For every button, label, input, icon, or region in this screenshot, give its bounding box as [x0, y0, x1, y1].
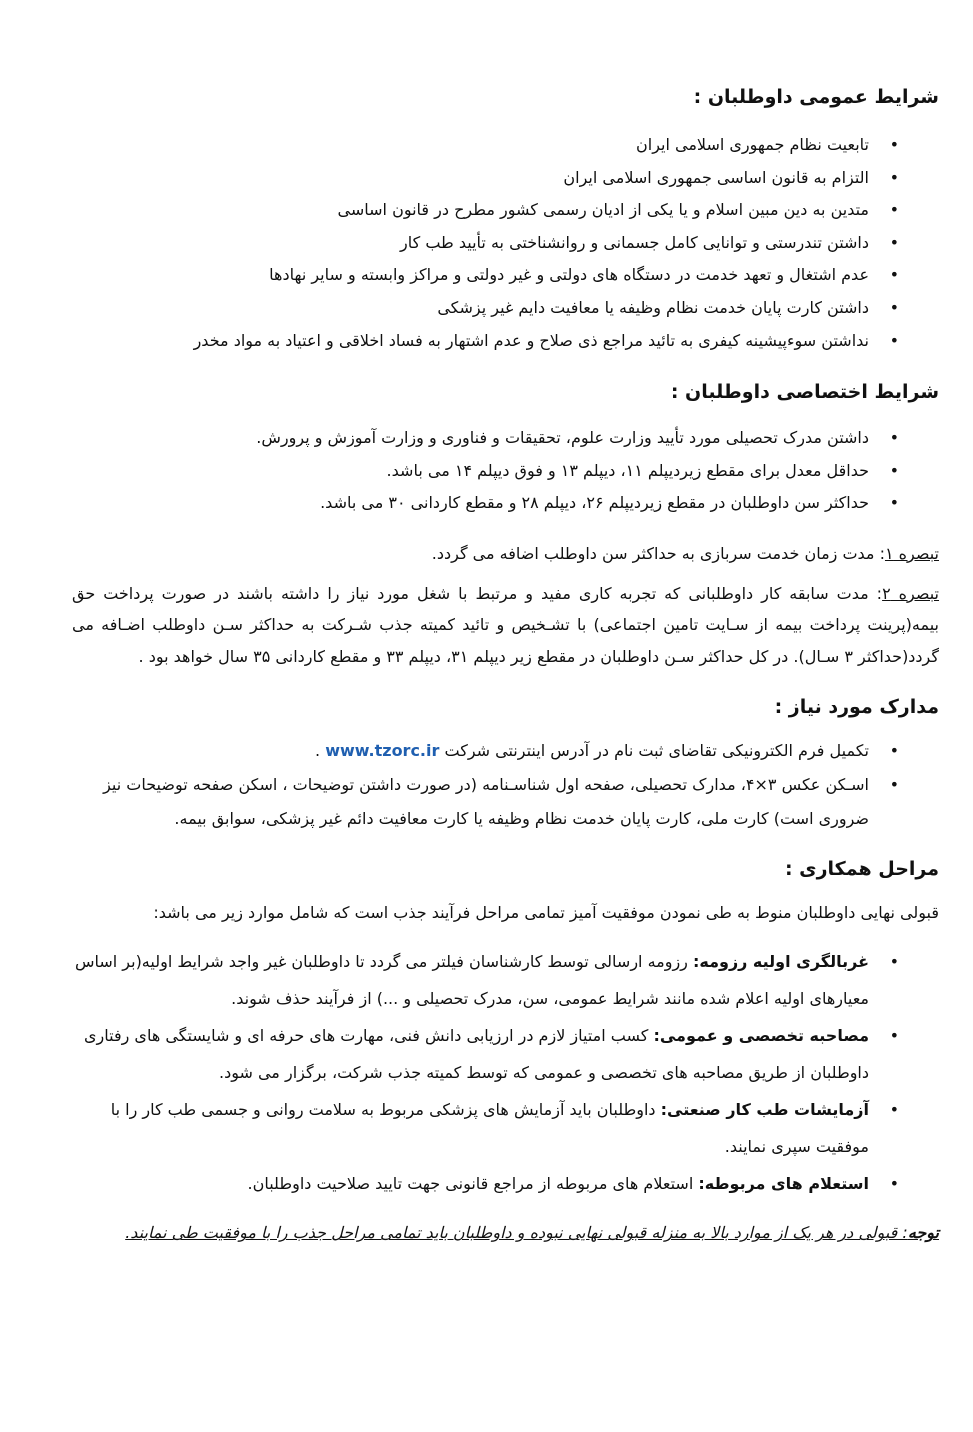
documents-heading: مدارک مورد نیاز :: [774, 696, 939, 719]
final-note-label: توجه: [907, 1223, 939, 1243]
stage-label: مصاحبه تخصصی و عمومی:: [653, 1026, 869, 1046]
final-note: [72, 1216, 939, 1250]
list-item: • حداکثر سن داوطلبان در مقطع زیردیپلم ۲۶، دیپلم ۲۸ و مقطع کاردانی ۳۰ می باشد.: [72, 487, 939, 520]
list-item: • داشتن مدرک تحصیلی مورد تأیید وزارت علوم، تحقیقات و فناوری و وزارت آموزش و پرورش.: [72, 422, 939, 455]
documents-list: [72, 734, 939, 836]
general-conditions-list: [72, 129, 939, 357]
list-item: • تابعیت نظام جمهوری اسلامی ایران: [72, 129, 939, 162]
stages-intro: قبولی نهایی داوطلبان منوط به طی نمودن موفقیت آمیز تمامی مراحل فرآیند جذب است که شامل موارد زیر می باشد:: [153, 903, 939, 923]
stage-label: آزمایشات طب کار صنعتی:: [660, 1100, 869, 1120]
list-item: • اسـکن عکس ۳×۴، مدارک تحصیلی، صفحه اول شناسـنامه (در صورت داشتن توضیحات ، اسکن صفحه توضیحات نیز ضروری است) کارت ملی، کارت پایان خدمت نظام وظیفه یا کارت معافیت دائم غیر پزشکی، سوابق بیمه.: [72, 768, 939, 836]
list-item: • حداقل معدل برای مقطع زیردیپلم ۱۱، دیپلم ۱۳ و فوق دیپلم ۱۴ می باشد.: [72, 455, 939, 488]
list-item: • التزام به قانون اساسی جمهوری اسلامی ایران: [72, 162, 939, 195]
list-item: • عدم اشتغال و تعهد خدمت در دستگاه های دولتی و غیر دولتی و مراکز وابسته و سایر نهادها: [72, 259, 939, 292]
general-conditions-heading: شرایط عمومی داوطلبان :: [693, 86, 939, 108]
stage-label: استعلام های مربوطه:: [698, 1174, 869, 1194]
note-1: [72, 538, 939, 570]
list-item: [72, 1091, 939, 1165]
list-item: [72, 943, 939, 1017]
website-link[interactable]: www.tzorc.ir: [325, 741, 440, 761]
stage-text: رزومه ارسالی توسط کارشناسان فیلتر می گردد تا داوطلبان غیر واجد شرایط اولیه(بر اساس معیارهای اولیه اعلام شده مانند شرایط عمومی، سن، مدرک تحصیلی و ...) از فرآیند حذف شوند.: [74, 952, 869, 1009]
stage-label: غربالگری اولیه رزومه:: [692, 952, 869, 972]
stages-list: [72, 943, 939, 1202]
special-conditions-list: [72, 422, 939, 520]
list-item: • داشتن کارت پایان خدمت نظام وظیفه یا معافیت دایم غیر پزشکی: [72, 292, 939, 325]
stage-text: داوطلبان باید آزمایش های پزشکی مربوط به سلامت روانی و جسمی طب کار را با موفقیت سپری نمایند.: [110, 1100, 869, 1157]
note-1-text: : مدت زمان خدمت سربازی به حداکثر سن داوطلب اضافه می گردد.: [431, 543, 885, 563]
list-item: [72, 1017, 939, 1091]
documents-item-1-end: .: [315, 741, 321, 761]
stages-heading: مراحل همکاری :: [784, 858, 939, 881]
list-item: [72, 734, 939, 768]
note-1-label: تبصره ۱: [884, 543, 939, 563]
list-item: • نداشتن سوءپیشینه کیفری به تائید مراجع ذی صلاح و عدم اشتهار به فساد اخلاقی و اعتیاد به مواد مخدر: [72, 325, 939, 358]
list-item: • داشتن تندرستی و توانایی کامل جسمانی و روانشناختی به تأیید طب کار: [72, 227, 939, 260]
note-2: [72, 578, 939, 673]
documents-item-1-text: تکمیل فرم الکترونیکی تقاضای ثبت نام در آدرس اینترنتی شرکت: [444, 741, 869, 761]
stage-text: کسب امتیاز لازم در ارزیابی دانش فنی، مهارت های حرفه ای و شایستگی های رفتاری داوطلبان از طریق مصاحبه های تخصصی و عمومی که توسط کمیته جذب شرکت، برگزار می شود.: [84, 1026, 869, 1083]
special-conditions-heading: شرایط اختصاصی داوطلبان :: [670, 381, 939, 404]
note-2-label: تبصره ۲: [882, 583, 940, 603]
stage-text: استعلام های مربوطه از مراجع قانونی جهت تایید صلاحیت داوطلبان.: [247, 1174, 699, 1194]
final-note-text: : قبولی در هر یک از موارد بالا به منزله قبولی نهایی نبوده و داوطلبان باید تمامی مراحل جذب را با موفقیت طی نمایند.: [125, 1223, 908, 1243]
note-2-text: : مدت سابقه کار داوطلبانی که تجربه کاری مفید و مرتبط با شغل مورد نیاز را داشته باشند در صورت پرداخت حق بیمه(پرینت پرداخت بیمه از سـایت تامین اجتماعی) با تشـخیص و تائید کمیته جذب شـرکت به حداکثر سـن داوطلب اضـافه می گردد(حداکثر ۳ سـال). در کل حداکثر سـن داوطلبان در مقطع زیر دیپلم ۳۱، دیپلم ۳۳ و مقطع کاردانی ۳۵ سال خواهد بود .: [72, 583, 939, 666]
list-item: [72, 1165, 939, 1202]
list-item: • متدین به دین مبین اسلام و یا یکی از ادیان رسمی کشور مطرح در قانون اساسی: [72, 194, 939, 227]
